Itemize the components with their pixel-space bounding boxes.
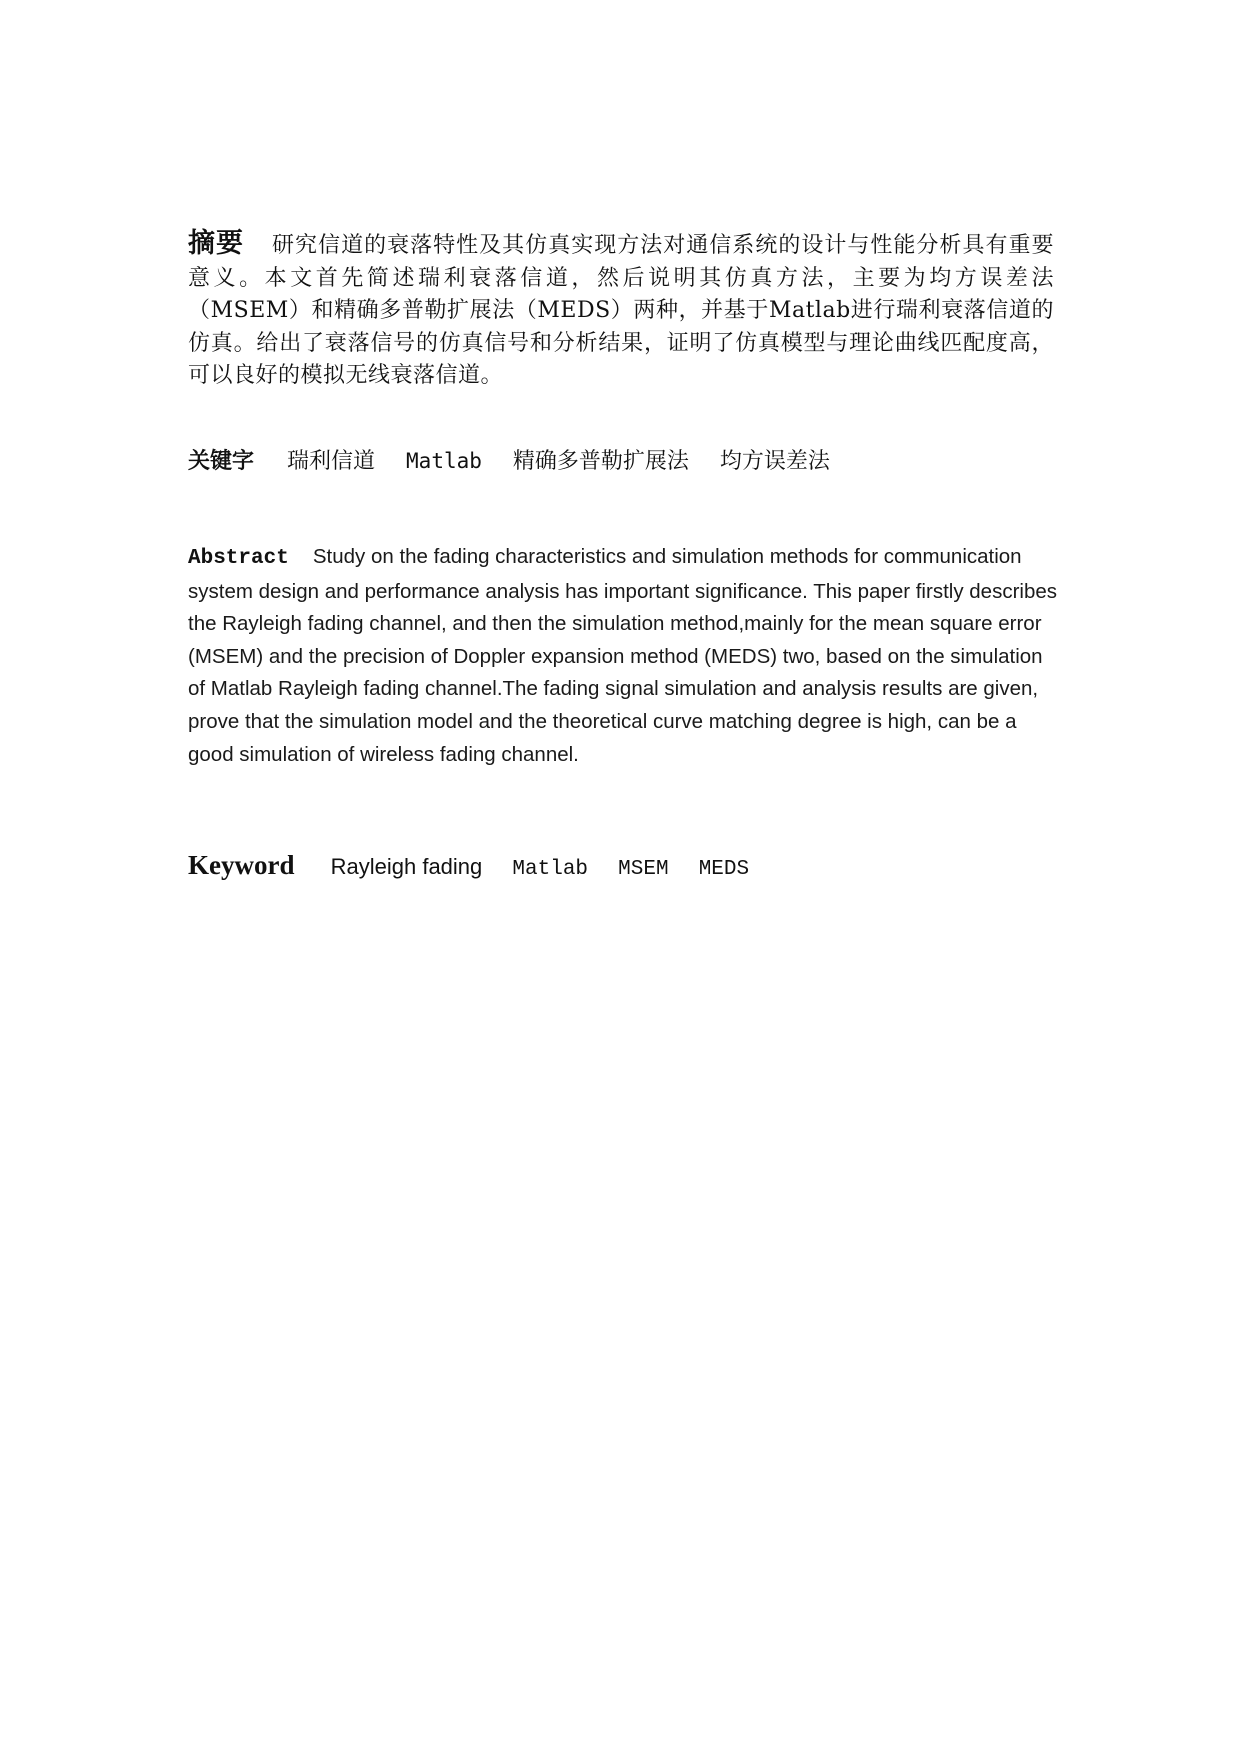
english-abstract-text: Study on the fading characteristics and simulation methods for communication system design and performance analysis has important significance. This paper firstly describes the Rayleigh fading channel, and then the simulation method,mainly for the mean square error (MSEM) and the precision of Doppler expansion method (MEDS) two, based on the simulation of Matlab Rayleigh fading channel.The fading signal simulation and analysis results are given, prove that the simulation model and the theoretical curve matching degree is high, can be a good simulation of wireless fading channel. xyxy=(188,545,1057,766)
english-keywords xyxy=(188,849,1058,886)
english-keyword: Rayleigh fading xyxy=(330,854,483,879)
chinese-abstract-label: 摘要 xyxy=(188,228,245,259)
english-keywords-label: Keyword xyxy=(188,850,295,880)
chinese-keyword: 瑞利信道 xyxy=(287,449,376,474)
english-abstract-label: Abstract xyxy=(188,547,289,570)
english-keyword: MSEM xyxy=(618,858,669,881)
chinese-keyword: 精确多普勒扩展法 xyxy=(512,449,689,474)
english-abstract xyxy=(188,541,1058,771)
chinese-keyword: 均方误差法 xyxy=(719,449,830,474)
chinese-keyword: Matlab xyxy=(406,449,482,473)
english-keyword: Matlab xyxy=(512,858,589,881)
chinese-keywords-label: 关键字 xyxy=(188,449,255,474)
chinese-keywords xyxy=(188,445,1054,478)
chinese-abstract xyxy=(188,228,1054,393)
chinese-abstract-text: 研究信道的衰落特性及其仿真实现方法对通信系统的设计与性能分析具有重要意义。本文首先简述瑞利衰落信道，然后说明其仿真方法，主要为均方误差法（MSEM）和精确多普勒扩展法（MEDS）两种，并基于Matlab进行瑞利衰落信道的仿真。给出了衰落信号的仿真信号和分析结果，证明了仿真模型与理论曲线匹配度高，可以良好的模拟无线衰落信道。 xyxy=(188,233,1054,388)
english-keyword: MEDS xyxy=(698,858,750,881)
